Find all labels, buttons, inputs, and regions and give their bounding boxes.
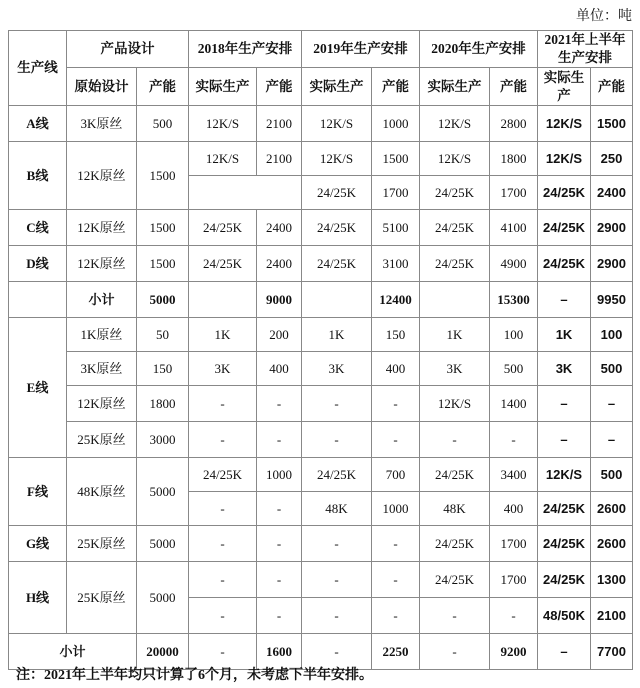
design-cell: 12K原丝	[67, 246, 137, 282]
col-header-2019: 2019年生产安排	[302, 31, 420, 68]
product-cell: 1K	[538, 318, 591, 352]
table-row	[9, 246, 633, 282]
line-label: G线	[9, 526, 67, 562]
product-cell: –	[538, 634, 591, 670]
product-cell: 24/25K	[420, 526, 490, 562]
product-cell: 24/25K	[189, 210, 257, 246]
design-cell: 25K原丝	[67, 526, 137, 562]
col-header-actual-2021: 实际生产	[538, 68, 591, 106]
design-cell: 3K原丝	[67, 352, 137, 386]
line-label: A线	[9, 106, 67, 142]
production-schedule-table	[8, 30, 633, 670]
product-cell: -	[302, 526, 372, 562]
capacity-cell: 100	[591, 318, 633, 352]
capacity-cell: -	[490, 422, 538, 458]
col-header-2020: 2020年生产安排	[420, 31, 538, 68]
table-row	[9, 210, 633, 246]
capacity-cell: 2600	[591, 492, 633, 526]
table-row	[9, 458, 633, 492]
design-cell: 12K原丝	[67, 142, 137, 210]
capacity-cell: 5100	[372, 210, 420, 246]
product-cell: 48K	[302, 492, 372, 526]
product-cell: 12K/S	[420, 386, 490, 422]
product-cell: 48/50K	[538, 598, 591, 634]
capacity-cell: 2100	[591, 598, 633, 634]
empty-cell	[189, 176, 302, 210]
product-cell: -	[302, 562, 372, 598]
col-header-orig-design: 原始设计	[67, 68, 137, 106]
capacity-cell: 200	[257, 318, 302, 352]
capacity-cell: 5000	[137, 526, 189, 562]
product-cell: 24/25K	[538, 562, 591, 598]
design-cell: 12K原丝	[67, 210, 137, 246]
unit-label: 单位：吨	[576, 9, 632, 24]
capacity-cell: 5000	[137, 562, 189, 634]
capacity-cell: -	[490, 598, 538, 634]
subtotal-row	[9, 282, 633, 318]
product-cell: -	[189, 598, 257, 634]
capacity-cell: 1500	[137, 142, 189, 210]
line-label: H线	[9, 562, 67, 634]
design-cell: 3K原丝	[67, 106, 137, 142]
table-row	[9, 142, 633, 176]
line-label: F线	[9, 458, 67, 526]
capacity-cell: –	[591, 386, 633, 422]
capacity-cell: 400	[257, 352, 302, 386]
product-cell: -	[302, 422, 372, 458]
capacity-cell: 400	[372, 352, 420, 386]
capacity-cell: 3400	[490, 458, 538, 492]
table-row	[9, 386, 633, 422]
capacity-cell: 5000	[137, 282, 189, 318]
capacity-cell: -	[257, 386, 302, 422]
capacity-cell: 1000	[372, 492, 420, 526]
line-label: B线	[9, 142, 67, 210]
capacity-cell: -	[372, 598, 420, 634]
capacity-cell: 2600	[591, 526, 633, 562]
footnote: 注：2021年上半年均只计算了6个月，未考虑下半年安排。	[16, 668, 373, 683]
capacity-cell: 1700	[490, 526, 538, 562]
capacity-cell: -	[372, 422, 420, 458]
product-cell: 24/25K	[538, 210, 591, 246]
capacity-cell: 50	[137, 318, 189, 352]
capacity-cell: 1600	[257, 634, 302, 670]
col-header-2018: 2018年生产安排	[189, 31, 302, 68]
capacity-cell: 1500	[591, 106, 633, 142]
capacity-cell: 2100	[257, 142, 302, 176]
capacity-cell: -	[257, 526, 302, 562]
capacity-cell: 2400	[257, 246, 302, 282]
capacity-cell: 500	[490, 352, 538, 386]
capacity-cell: 1700	[372, 176, 420, 210]
product-cell: 24/25K	[420, 562, 490, 598]
product-cell: 1K	[420, 318, 490, 352]
capacity-cell: 1000	[372, 106, 420, 142]
capacity-cell: 150	[137, 352, 189, 386]
product-cell: 12K/S	[302, 106, 372, 142]
design-cell: 1K原丝	[67, 318, 137, 352]
product-cell: 12K/S	[189, 106, 257, 142]
line-label: E线	[9, 318, 67, 458]
table-row	[9, 422, 633, 458]
col-header-2021h1: 2021年上半年生产安排	[538, 31, 633, 68]
capacity-cell: 2900	[591, 246, 633, 282]
capacity-cell: 9000	[257, 282, 302, 318]
product-cell: 1K	[302, 318, 372, 352]
capacity-cell: 4100	[490, 210, 538, 246]
capacity-cell: -	[372, 562, 420, 598]
capacity-cell: 1400	[490, 386, 538, 422]
capacity-cell: -	[372, 526, 420, 562]
product-cell: 12K/S	[302, 142, 372, 176]
col-header-line: 生产线	[9, 31, 67, 106]
product-cell: 12K/S	[538, 142, 591, 176]
capacity-cell: 12400	[372, 282, 420, 318]
capacity-cell: 2400	[257, 210, 302, 246]
product-cell: 24/25K	[189, 246, 257, 282]
table-row	[9, 318, 633, 352]
table-row	[9, 562, 633, 598]
product-cell: 24/25K	[538, 176, 591, 210]
product-cell: 24/25K	[302, 210, 372, 246]
product-cell: 24/25K	[538, 526, 591, 562]
product-cell: 12K/S	[538, 458, 591, 492]
product-cell: 48K	[420, 492, 490, 526]
capacity-cell: 2400	[591, 176, 633, 210]
capacity-cell: 15300	[490, 282, 538, 318]
capacity-cell: 1700	[490, 176, 538, 210]
capacity-cell: 2900	[591, 210, 633, 246]
capacity-cell: -	[257, 492, 302, 526]
capacity-cell: 1700	[490, 562, 538, 598]
product-cell: 24/25K	[302, 176, 372, 210]
empty-cell	[189, 282, 257, 318]
col-header-actual-2019: 实际生产	[302, 68, 372, 106]
capacity-cell: 20000	[137, 634, 189, 670]
design-cell: 25K原丝	[67, 422, 137, 458]
design-cell: 25K原丝	[67, 562, 137, 634]
product-cell: -	[189, 562, 257, 598]
product-cell: 3K	[420, 352, 490, 386]
capacity-cell: 500	[591, 458, 633, 492]
line-label: D线	[9, 246, 67, 282]
product-cell: 12K/S	[538, 106, 591, 142]
subtotal-label: 小计	[9, 634, 137, 670]
product-cell: 3K	[189, 352, 257, 386]
product-cell: 24/25K	[189, 458, 257, 492]
capacity-cell: 3100	[372, 246, 420, 282]
product-cell: 24/25K	[538, 492, 591, 526]
product-cell: –	[538, 422, 591, 458]
capacity-cell: 4900	[490, 246, 538, 282]
product-cell: -	[302, 386, 372, 422]
product-cell: 3K	[538, 352, 591, 386]
capacity-cell: 1500	[372, 142, 420, 176]
product-cell: -	[189, 386, 257, 422]
product-cell: –	[538, 282, 591, 318]
capacity-cell: -	[372, 386, 420, 422]
product-cell: 24/25K	[420, 176, 490, 210]
capacity-cell: 9200	[490, 634, 538, 670]
capacity-cell: 2800	[490, 106, 538, 142]
capacity-cell: 3000	[137, 422, 189, 458]
capacity-cell: 500	[137, 106, 189, 142]
line-label: C线	[9, 210, 67, 246]
capacity-cell: 1500	[137, 210, 189, 246]
capacity-cell: 1500	[137, 246, 189, 282]
capacity-cell: 250	[591, 142, 633, 176]
product-cell: 3K	[302, 352, 372, 386]
product-cell: -	[189, 492, 257, 526]
col-header-capacity-2018: 产能	[257, 68, 302, 106]
capacity-cell: 150	[372, 318, 420, 352]
product-cell: -	[302, 598, 372, 634]
product-cell: -	[189, 422, 257, 458]
col-header-actual-2018: 实际生产	[189, 68, 257, 106]
capacity-cell: 5000	[137, 458, 189, 526]
capacity-cell: 500	[591, 352, 633, 386]
product-cell: -	[189, 634, 257, 670]
product-cell: -	[420, 634, 490, 670]
capacity-cell: 1800	[490, 142, 538, 176]
product-cell: 24/25K	[302, 458, 372, 492]
empty-cell	[420, 282, 490, 318]
capacity-cell: 400	[490, 492, 538, 526]
capacity-cell: 9950	[591, 282, 633, 318]
col-header-actual-2020: 实际生产	[420, 68, 490, 106]
product-cell: 24/25K	[302, 246, 372, 282]
capacity-cell: 2100	[257, 106, 302, 142]
table-row	[9, 526, 633, 562]
capacity-cell: 100	[490, 318, 538, 352]
capacity-cell: 700	[372, 458, 420, 492]
product-cell: 24/25K	[420, 458, 490, 492]
col-header-design: 产品设计	[67, 31, 189, 68]
product-cell: –	[538, 386, 591, 422]
capacity-cell: 2250	[372, 634, 420, 670]
col-header-capacity-2019: 产能	[372, 68, 420, 106]
capacity-cell: –	[591, 422, 633, 458]
capacity-cell: -	[257, 598, 302, 634]
empty-cell	[302, 282, 372, 318]
product-cell: 24/25K	[538, 246, 591, 282]
capacity-cell: -	[257, 562, 302, 598]
product-cell: -	[420, 422, 490, 458]
col-header-capacity-2020: 产能	[490, 68, 538, 106]
product-cell: 1K	[189, 318, 257, 352]
product-cell: -	[189, 526, 257, 562]
product-cell: -	[302, 634, 372, 670]
col-header-capacity: 产能	[137, 68, 189, 106]
product-cell: 24/25K	[420, 246, 490, 282]
capacity-cell: 7700	[591, 634, 633, 670]
table-row	[9, 106, 633, 142]
product-cell: 12K/S	[420, 142, 490, 176]
empty-cell	[9, 282, 67, 318]
design-cell: 12K原丝	[67, 386, 137, 422]
product-cell: 12K/S	[189, 142, 257, 176]
product-cell: 12K/S	[420, 106, 490, 142]
subtotal-label: 小计	[67, 282, 137, 318]
capacity-cell: 1000	[257, 458, 302, 492]
capacity-cell: -	[257, 422, 302, 458]
design-cell: 48K原丝	[67, 458, 137, 526]
product-cell: 24/25K	[420, 210, 490, 246]
col-header-capacity-2021: 产能	[591, 68, 633, 106]
table-row	[9, 352, 633, 386]
product-cell: -	[420, 598, 490, 634]
capacity-cell: 1800	[137, 386, 189, 422]
capacity-cell: 1300	[591, 562, 633, 598]
